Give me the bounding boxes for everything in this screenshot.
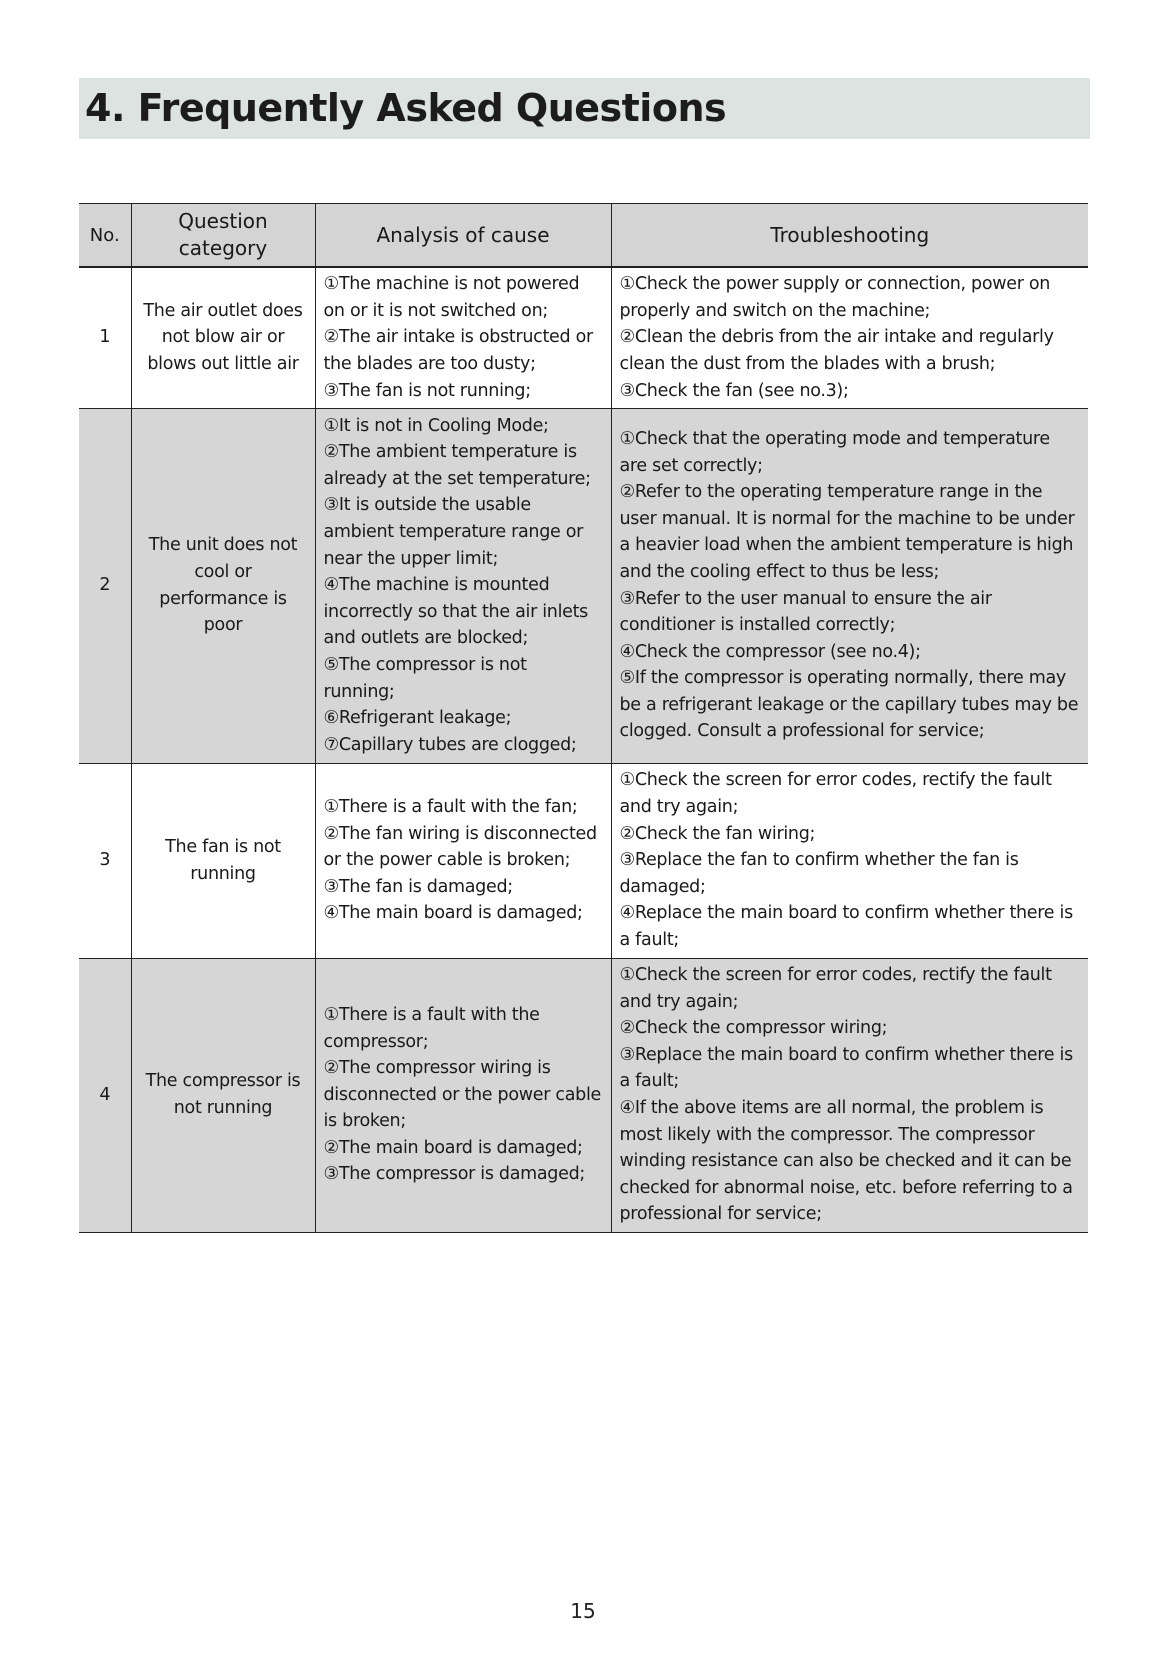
troubleshooting-item: ①Check the screen for error codes, rectify the fault and try again; xyxy=(619,770,1052,818)
troubleshooting-item: ③Refer to the user manual to ensure the air conditioner is installed correctly; xyxy=(619,588,992,636)
column-header-troubleshooting: Troubleshooting xyxy=(611,204,1088,268)
analysis-item: ②The air intake is obstructed or the blades are too dusty; xyxy=(323,327,593,375)
page-title: 4. Frequently Asked Questions xyxy=(85,86,727,130)
table-row xyxy=(79,267,1088,408)
question-category: The unit does not cool or performance is poor xyxy=(131,408,315,763)
analysis-cell xyxy=(315,408,611,763)
analysis-item: ⑥Refrigerant leakage; xyxy=(323,708,512,729)
analysis-cell xyxy=(315,763,611,958)
troubleshooting-item: ②Clean the debris from the air intake and regularly clean the dust from the blades with a brush; xyxy=(619,327,1054,375)
analysis-item: ④The machine is mounted incorrectly so that the air inlets and outlets are blocked; xyxy=(323,575,588,649)
troubleshooting-item: ②Check the compressor wiring; xyxy=(619,1018,888,1039)
table-row xyxy=(79,408,1088,763)
analysis-item: ①It is not in Cooling Mode; xyxy=(323,415,549,436)
analysis-item: ⑤The compressor is not running; xyxy=(323,654,527,702)
question-category: The fan is not running xyxy=(131,763,315,958)
analysis-item: ③The compressor is damaged; xyxy=(323,1164,585,1185)
analysis-item: ④The main board is damaged; xyxy=(323,903,583,924)
analysis-item: ③It is outside the usable ambient temperature range or near the upper limit; xyxy=(323,495,584,569)
analysis-item: ①There is a fault with the fan; xyxy=(323,797,578,818)
analysis-item: ③The fan is damaged; xyxy=(323,876,513,897)
question-category: The air outlet does not blow air or blows out little air xyxy=(131,267,315,408)
analysis-cell xyxy=(315,267,611,408)
troubleshooting-item: ④Check the compressor (see no.4); xyxy=(619,641,921,662)
troubleshooting-cell xyxy=(611,763,1088,958)
section-title-bar xyxy=(79,78,1090,139)
troubleshooting-item: ①Check the screen for error codes, rectify the fault and try again; xyxy=(619,965,1052,1012)
troubleshooting-item: ②Check the fan wiring; xyxy=(619,823,816,844)
question-category: The compressor is not running xyxy=(131,958,315,1232)
column-header-no: No. xyxy=(79,204,131,268)
row-number: 3 xyxy=(79,763,131,958)
troubleshooting-item: ③Replace the fan to confirm whether the fan is damaged; xyxy=(619,850,1019,897)
troubleshooting-cell xyxy=(611,267,1088,408)
table-header-row xyxy=(79,204,1088,268)
troubleshooting-item: ③Replace the main board to confirm whether there is a fault; xyxy=(619,1044,1073,1092)
analysis-cell xyxy=(315,958,611,1232)
analysis-item: ①There is a fault with the compressor; xyxy=(323,1004,540,1052)
table-row xyxy=(79,958,1088,1232)
troubleshooting-item: ②Refer to the operating temperature range in the user manual. It is normal for the machine to be under a heavier load when the ambient temperature is high and the cooling effect to thus be less; xyxy=(619,482,1075,582)
troubleshooting-item: ③Check the fan (see no.3); xyxy=(619,380,849,401)
page-number: 15 xyxy=(570,1599,596,1623)
analysis-item: ②The compressor wiring is disconnected or the power cable is broken; xyxy=(323,1058,601,1132)
column-header-analysis: Analysis of cause xyxy=(315,204,611,268)
troubleshooting-item: ④If the above items are all normal, the problem is most likely with the compressor. The compressor winding resistance can also be checked and it can be checked for abnormal noise, etc. before referring to a professional for service; xyxy=(619,1098,1073,1225)
analysis-item: ②The main board is damaged; xyxy=(323,1137,583,1158)
analysis-item: ①The machine is not powered on or it is not switched on; xyxy=(323,274,580,321)
analysis-item: ⑦Capillary tubes are clogged; xyxy=(323,734,577,755)
troubleshooting-item: ①Check the power supply or connection, power on properly and switch on the machine; xyxy=(619,274,1051,321)
row-number: 2 xyxy=(79,408,131,763)
troubleshooting-item: ⑤If the compressor is operating normally, there may be a refrigerant leakage or the capillary tubes may be clogged. Consult a professional for service; xyxy=(619,668,1079,742)
troubleshooting-item: ①Check that the operating mode and temperature are set correctly; xyxy=(619,428,1050,476)
troubleshooting-cell xyxy=(611,408,1088,763)
row-number: 1 xyxy=(79,267,131,408)
troubleshooting-cell xyxy=(611,958,1088,1232)
analysis-item: ②The fan wiring is disconnected or the power cable is broken; xyxy=(323,823,597,871)
table-row xyxy=(79,763,1088,958)
analysis-item: ②The ambient temperature is already at the set temperature; xyxy=(323,442,591,489)
column-header-category: Question category xyxy=(131,204,315,268)
row-number: 4 xyxy=(79,958,131,1232)
faq-table xyxy=(79,203,1088,1233)
analysis-item: ③The fan is not running; xyxy=(323,380,531,401)
troubleshooting-item: ④Replace the main board to confirm whether there is a fault; xyxy=(619,903,1073,950)
